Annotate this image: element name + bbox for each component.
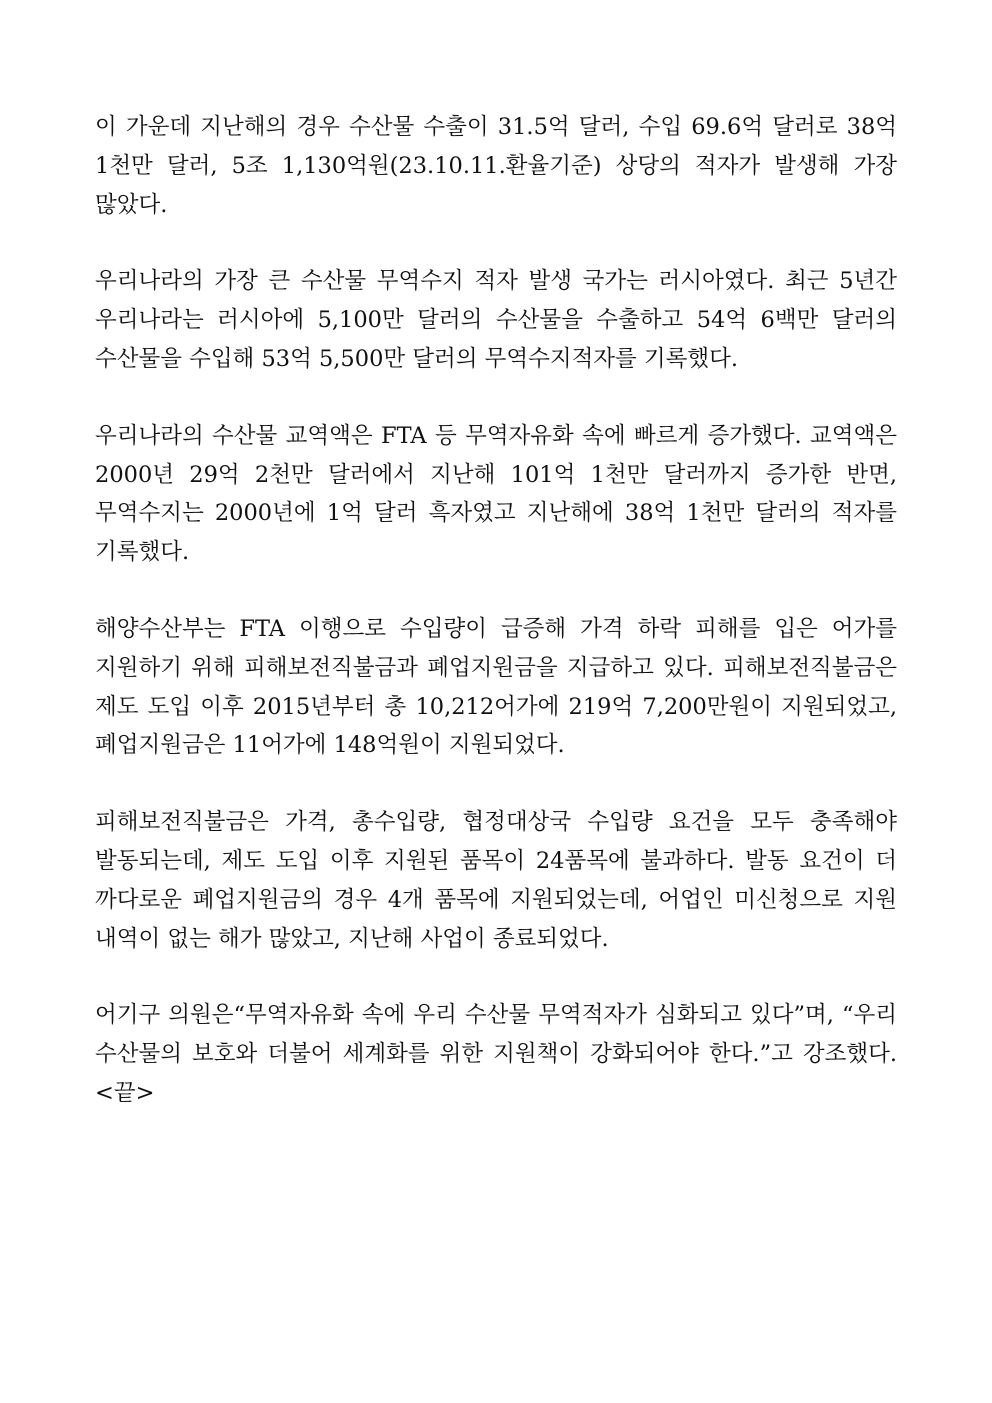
paragraph-russia-deficit: 우리나라의 가장 큰 수산물 무역수지 적자 발생 국가는 러시아였다. 최근 5년간 우리나라는 러시아에 5,100만 달러의 수산물을 수출하고 54억 6백만 달러의 수산물을 수입해 53억 5,500만 달러의 무역수지적자를 기록했다. [95, 268, 897, 372]
paragraph-lawmaker-quote: 어기구 의원은“무역자유화 속에 우리 수산물 무역적자가 심화되고 있다”며, “우리 수산물의 보호와 더불어 세계화를 위한 지원책이 강화되어야 한다.”고 강조했다. <끝> [95, 1002, 897, 1106]
paragraph-ministry-support: 해양수산부는 FTA 이행으로 수입량이 급증해 가격 하락 피해를 입은 어가를 지원하기 위해 피해보전직불금과 폐업지원금을 지급하고 있다. 피해보전직불금은 제도 도입 이후 2015년부터 총 10,212어가에 219억 7,200만원이 지원되었고, 폐업지원금은 11어가에 148억원이 지원되었다. [95, 615, 897, 759]
document-body [95, 108, 897, 1151]
paragraph-trade-volume: 우리나라의 수산물 교역액은 FTA 등 무역자유화 속에 빠르게 증가했다. 교역액은 2000년 29억 2천만 달러에서 지난해 101억 1천만 달러까지 증가한 반면, 무역수지는 2000년에 1억 달러 흑자였고 지난해에 38억 1천만 달러의 적자를 기록했다. [95, 422, 897, 566]
paragraph-payment-conditions: 피해보전직불금은 가격, 총수입량, 협정대상국 수입량 요건을 모두 충족해야 발동되는데, 제도 도입 이후 지원된 품목이 24품목에 불과하다. 발동 요건이 더 까다로운 폐업지원금의 경우 4개 품목에 지원되었는데, 어업인 미신청으로 지원 내역이 없는 해가 많았고, 지난해 사업이 종료되었다. [95, 809, 897, 952]
paragraph-trade-deficit-last-year: 이 가운데 지난해의 경우 수산물 수출이 31.5억 달러, 수입 69.6억 달러로 38억 1천만 달러, 5조 1,130억원(23.10.11.환율기준) 상당의 적자가 발생해 가장 많았다. [95, 114, 897, 218]
